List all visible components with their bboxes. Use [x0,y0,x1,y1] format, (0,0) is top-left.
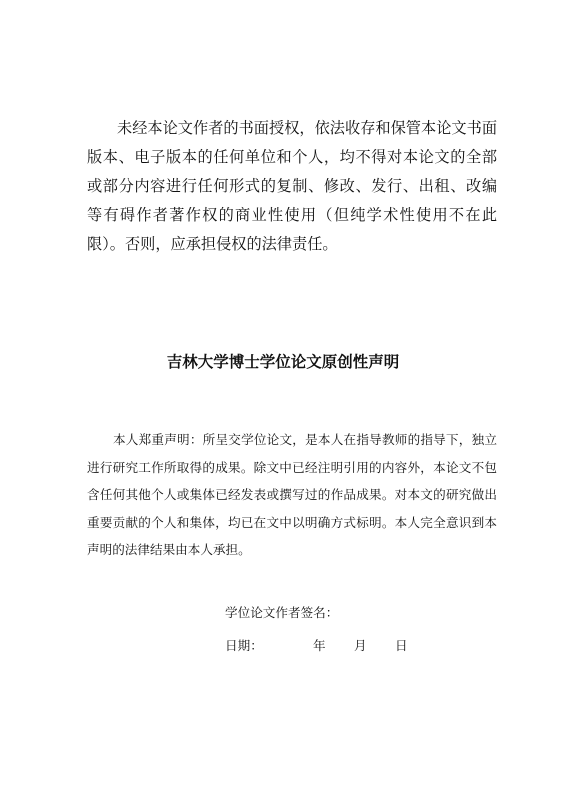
declaration-body: 本人郑重声明：所呈交学位论文，是本人在指导教师的指导下，独立进行研究工作所取得的成果。除文中已经注明引用的内容外，本论文不包含任何其他个人或集体已经发表或撰写过的作品成果。对本文的研究做出重要贡献的个人和集体，均已在文中以明确方式标明。本人完全意识到本声明的法律结果由本人承担。 [87,432,497,557]
date-label: 日期： [225,638,263,653]
date-line [225,635,425,655]
declaration-title: 吉林大学博士学位论文原创性声明 [166,352,400,371]
month-label: 月 [354,638,367,653]
day-label: 日 [395,638,408,653]
year-label: 年 [313,638,326,653]
signature-label: 学位论文作者签名： [225,605,339,620]
copyright-notice: 未经本论文作者的书面授权，依法收存和保管本论文书面版本、电子版本的任何单位和个人，均不得对本论文的全部或部分内容进行任何形式的复制、修改、发行、出租、改编等有碍作者著作权的商业性使用（但纯学术性使用不在此限）。否则，应承担侵权的法律责任。 [87,119,497,253]
